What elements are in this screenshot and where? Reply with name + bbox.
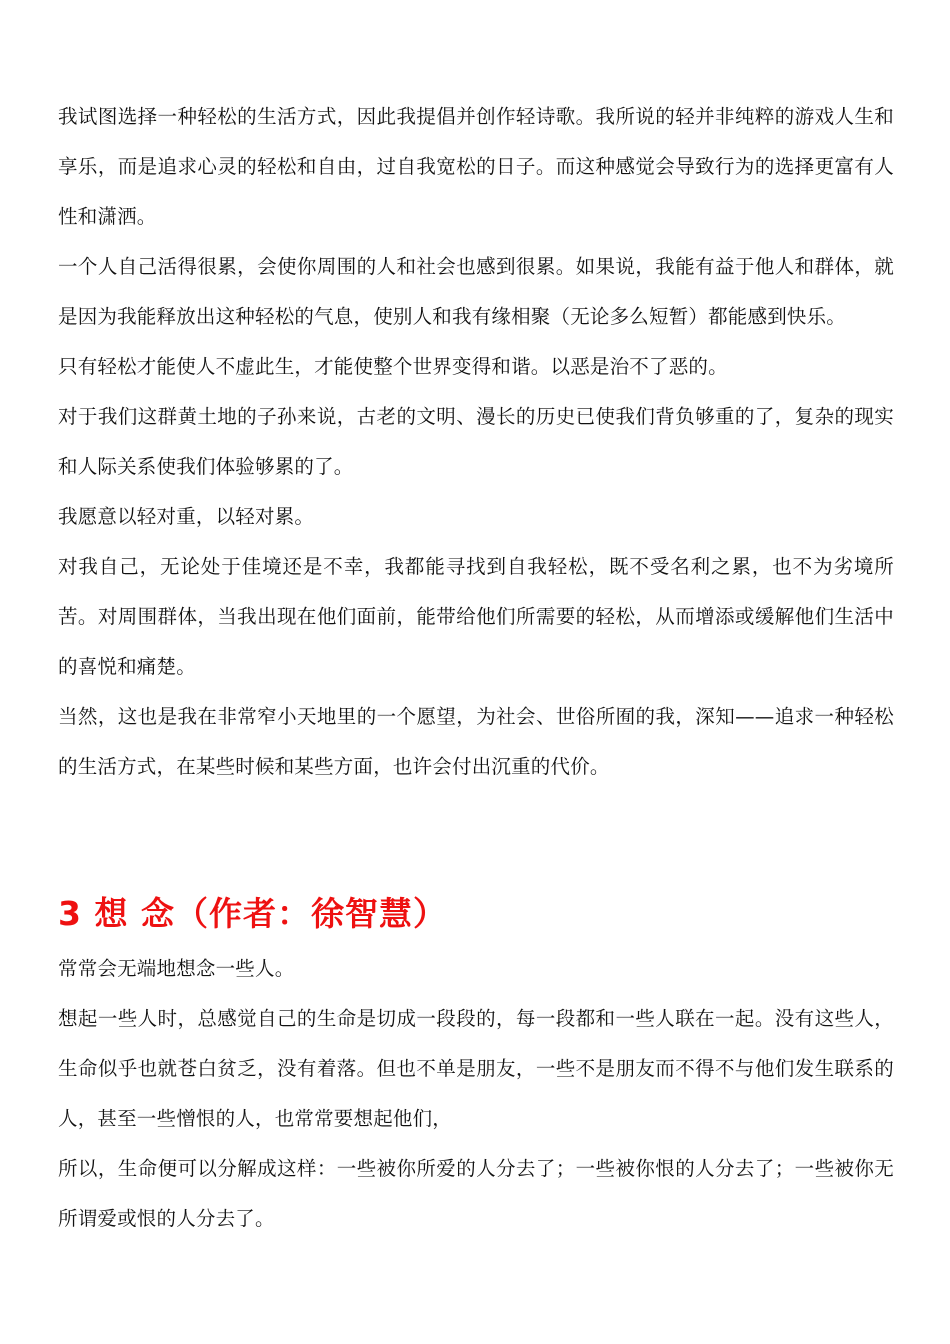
paragraph: 对我自己，无论处于佳境还是不幸，我都能寻找到自我轻松，既不受名利之累，也不为劣境所苦。对周围群体，当我出现在他们面前，能带给他们所需要的轻松，从而增添或缓解他们生活中的喜悦和痛楚。	[58, 555, 894, 678]
paragraph: 我试图选择一种轻松的生活方式，因此我提倡并创作轻诗歌。我所说的轻并非纯粹的游戏人生和享乐，而是追求心灵的轻松和自由，过自我宽松的日子。而这种感觉会导致行为的选择更富有人性和潇洒。	[58, 105, 894, 228]
paragraph: 当然，这也是我在非常窄小天地里的一个愿望，为社会、世俗所囿的我，深知——追求一种轻松的生活方式，在某些时候和某些方面，也许会付出沉重的代价。	[58, 705, 894, 778]
essay-section-missing	[58, 890, 894, 1244]
paragraph: 对于我们这群黄土地的子孙来说，古老的文明、漫长的历史已使我们背负够重的了，复杂的现实和人际关系使我们体验够累的了。	[58, 405, 894, 478]
section-heading: 3 想 念（作者：徐智慧）	[58, 894, 447, 933]
paragraph: 所以，生命便可以分解成这样：一些被你所爱的人分去了；一些被你恨的人分去了；一些被你无所谓爱或恨的人分去了。	[58, 1157, 894, 1230]
paragraph: 一个人自己活得很累，会使你周围的人和社会也感到很累。如果说，我能有益于他人和群体，就是因为我能释放出这种轻松的气息，使别人和我有缘相聚（无论多么短暂）都能感到快乐。	[58, 255, 894, 328]
paragraph: 想起一些人时，总感觉自己的生命是切成一段段的，每一段都和一些人联在一起。没有这些人，生命似乎也就苍白贫乏，没有着落。但也不单是朋友，一些不是朋友而不得不与他们发生联系的人，甚至一些憎恨的人，也常常要想起他们，	[58, 1007, 894, 1130]
essay-section-light-life	[58, 92, 894, 792]
paragraph: 常常会无端地想念一些人。	[58, 957, 295, 980]
paragraph: 只有轻松才能使人不虚此生，才能使整个世界变得和谐。以恶是治不了恶的。	[58, 355, 728, 378]
paragraph: 我愿意以轻对重，以轻对累。	[58, 505, 315, 528]
